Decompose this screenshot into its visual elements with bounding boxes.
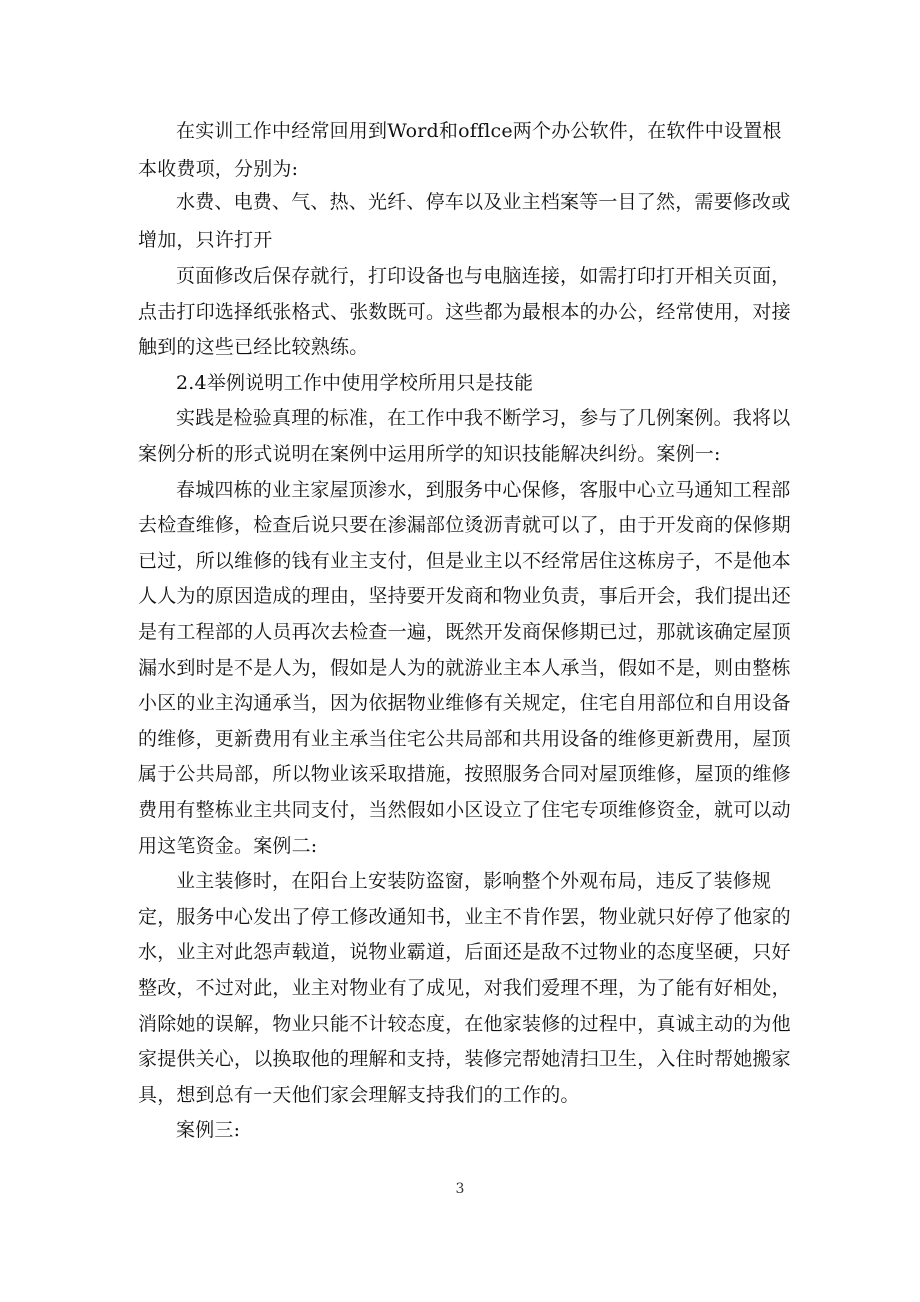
text-line: 案例三: <box>176 1119 241 1141</box>
text-line: 案例分析的形式说明在案例中运用所学的知识技能解决纠纷。案例一: <box>138 443 721 465</box>
text-line: 春城四栋的业主家屋顶渗水，到服务中心保修，客服中心立马通知工程部 <box>176 479 791 501</box>
text-line: 是有工程部的人员再次去检查一遍，既然开发商保修期已过，那就该确定屋顶 <box>138 621 791 643</box>
text-line: 水，业主对此怨声载道，说物业霸道，后面还是敌不过物业的态度坚硬，只好 <box>138 941 791 963</box>
text-line: 业主装修时，在阳台上安装防盗窗，影响整个外观布局，违反了装修规 <box>176 870 772 892</box>
text-line: 增加，只许打开 <box>138 229 273 251</box>
text-line: 费用有整栋业主共同支付，当然假如小区设立了住宅专项维修资金，就可以动 <box>138 799 791 821</box>
text-line: 小区的业主沟通承当，因为依据物业维修有关规定，住宅自用部位和自用设备 <box>138 692 791 714</box>
text-line: 在实训工作中经常回用到Word和offlce两个办公软件，在软件中设置根 <box>176 120 782 142</box>
text-line: 人人为的原因造成的理由，坚持要开发商和物业负责，事后开会，我们提出还 <box>138 585 791 607</box>
text-line: 属于公共局部，所以物业该采取措施，按照服务合同对屋顶维修，屋顶的维修 <box>138 763 791 785</box>
text-line: 用这笔资金。案例二: <box>138 835 318 857</box>
text-line: 点击打印选择纸张格式、张数既可。这些都为最根本的办公，经常使用，对接 <box>138 301 791 323</box>
text-line: 消除她的误解，物业只能不计较态度，在他家装修的过程中，真诚主动的为他 <box>138 1013 791 1035</box>
text-line: 实践是检验真理的标准，在工作中我不断学习，参与了几例案例。我将以 <box>176 407 791 429</box>
text-line: 漏水到时是不是人为，假如是人为的就游业主本人承当，假如不是，则由整栋 <box>138 657 791 679</box>
section-heading: 2.4举例说明工作中使用学校所用只是技能 <box>176 372 534 394</box>
text-line: 水费、电费、气、热、光纤、停车以及业主档案等一目了然，需要修改或 <box>176 191 791 213</box>
text-line: 已过，所以维修的钱有业主支付，但是业主以不经常居住这栋房子，不是他本 <box>138 550 791 572</box>
text-line: 整改，不过对此，业主对物业有了成见，对我们爱理不理，为了能有好相处， <box>138 977 791 999</box>
text-line: 本收费项，分别为: <box>138 158 299 180</box>
text-line: 触到的这些已经比较熟练。 <box>138 336 369 358</box>
page-number: 3 <box>455 1181 465 1197</box>
text-line: 定，服务中心发出了停工修改通知书，业主不肯作罢，物业就只好停了他家的 <box>138 906 791 928</box>
text-line: 去检查维修，检查后说只要在渗漏部位烫沥青就可以了，由于开发商的保修期 <box>138 514 791 536</box>
text-line: 具，想到总有一天他们家会理解支持我们的工作的。 <box>138 1084 580 1106</box>
text-line: 家提供关心，以换取他的理解和支持，装修完帮她清扫卫生，入住时帮她搬家 <box>138 1048 791 1070</box>
text-line: 的维修，更新费用有业主承当住宅公共局部和共用设备的维修更新费用，屋顶 <box>138 728 791 750</box>
text-line: 页面修改后保存就行，打印设备也与电脑连接，如需打印打开相关页面， <box>176 265 791 287</box>
